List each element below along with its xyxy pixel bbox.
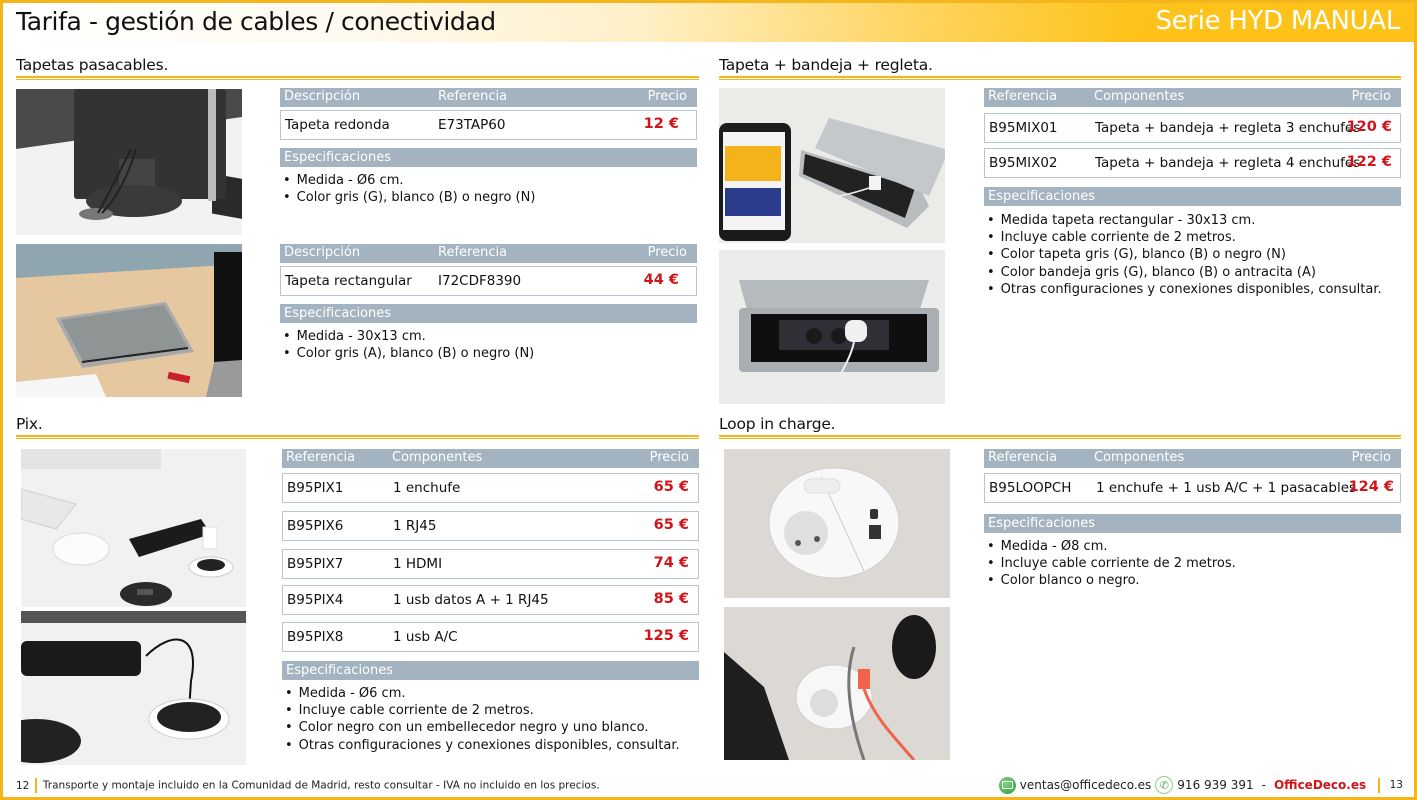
cell-price: 12 €: [643, 116, 679, 132]
cell-reference: B95LOOPCH: [989, 480, 1072, 496]
cell-description: Tapeta redonda: [285, 117, 390, 133]
cell-price: 120 €: [1346, 119, 1392, 135]
col-header-reference: Referencia: [438, 89, 508, 104]
col-header-price: Precio: [647, 89, 687, 104]
section-title-mix: Tapeta + bandeja + regleta.: [719, 56, 933, 74]
product-photo-mix-tablet: [719, 88, 945, 243]
footer-separator: [1378, 778, 1380, 793]
spec-list: [283, 172, 535, 206]
spec-header: Especificaciones: [280, 148, 697, 167]
col-header-reference: Referencia: [988, 450, 1058, 465]
contact-phone[interactable]: 916 939 391: [1177, 778, 1254, 792]
footer-dash: -: [1261, 778, 1266, 792]
spec-item: • Otras configuraciones y conexiones disponibles, consultar.: [285, 737, 680, 754]
footer-left: [16, 778, 600, 793]
table-row: [282, 622, 699, 652]
cell-reference: I72CDF8390: [438, 273, 522, 289]
cell-components: Tapeta + bandeja + regleta 3 enchufes: [1095, 120, 1361, 136]
spec-item: • Incluye cable corriente de 2 metros.: [987, 229, 1382, 246]
spec-item: • Incluye cable corriente de 2 metros.: [285, 702, 680, 719]
cell-price: 124 €: [1348, 479, 1394, 495]
col-header-description: Descripción: [284, 245, 361, 260]
title-bar: [3, 3, 1414, 42]
spec-item: • Color negro con un embellecedor negro y uno blanco.: [285, 719, 680, 736]
section-divider: [16, 76, 699, 80]
footer-note: Transporte y montaje incluido en la Comunidad de Madrid, resto consultar - IVA no incluido en los precios.: [42, 779, 600, 792]
section-divider: [16, 435, 699, 439]
cell-reference: B95PIX4: [287, 592, 344, 608]
spec-item: • Otras configuraciones y conexiones disponibles, consultar.: [987, 281, 1382, 298]
section-title-tapetas: Tapetas pasacables.: [16, 56, 169, 74]
spec-list: [285, 685, 680, 754]
product-photo-mix-open: [719, 250, 945, 404]
col-header-price: Precio: [1351, 450, 1391, 465]
spec-list: [987, 212, 1382, 298]
table-row: [282, 549, 699, 579]
section-divider: [719, 76, 1401, 80]
cell-reference: E73TAP60: [438, 117, 506, 133]
page-number-left: 12: [16, 779, 30, 792]
spec-item: • Medida - Ø6 cm.: [283, 172, 535, 189]
section-title-pix: Pix.: [16, 415, 43, 433]
col-header-components: Componentes: [1094, 450, 1185, 465]
table-header: [280, 244, 697, 263]
table-row: [280, 110, 697, 140]
cell-components: 1 usb A/C: [393, 629, 458, 645]
col-header-components: Componentes: [1094, 89, 1185, 104]
spec-header: Especificaciones: [280, 304, 697, 323]
col-header-price: Precio: [647, 245, 687, 260]
cell-reference: B95PIX6: [287, 518, 344, 534]
spec-item: • Color gris (G), blanco (B) o negro (N): [283, 189, 535, 206]
email-icon: [999, 777, 1016, 794]
cell-components: Tapeta + bandeja + regleta 4 enchufes: [1095, 155, 1361, 171]
table-header: [984, 449, 1401, 468]
cell-components: 1 enchufe: [393, 480, 461, 496]
col-header-price: Precio: [649, 450, 689, 465]
page-title: Tarifa - gestión de cables / conectividad: [16, 7, 496, 36]
brand-link[interactable]: OfficeDeco.es: [1273, 778, 1367, 792]
product-photo-tapeta-rectangular: [16, 244, 242, 397]
cell-price: 44 €: [643, 272, 679, 288]
product-photo-pix-phone: [21, 611, 246, 765]
spec-header: Especificaciones: [984, 514, 1401, 533]
table-row: [984, 473, 1401, 503]
col-header-reference: Referencia: [438, 245, 508, 260]
cell-reference: B95PIX1: [287, 480, 344, 496]
cell-description: Tapeta rectangular: [285, 273, 412, 289]
table-header: [280, 88, 697, 107]
contact-email[interactable]: ventas@officedeco.es: [1019, 778, 1152, 792]
cell-components: 1 enchufe + 1 usb A/C + 1 pasacables: [1096, 480, 1357, 496]
spec-item: • Medida tapeta rectangular - 30x13 cm.: [987, 212, 1382, 229]
table-row: [984, 113, 1401, 143]
cell-price: 85 €: [653, 591, 689, 607]
footer-contact: [999, 776, 1403, 794]
table-row: [282, 585, 699, 615]
cell-components: 1 usb datos A + 1 RJ45: [393, 592, 549, 608]
spec-list: [283, 328, 534, 362]
spec-item: • Medida - Ø8 cm.: [987, 538, 1236, 555]
cell-components: 1 HDMI: [393, 556, 443, 572]
cell-reference: B95MIX02: [989, 155, 1058, 171]
spec-header: Especificaciones: [984, 187, 1401, 206]
phone-icon: ✆: [1155, 776, 1173, 794]
cell-price: 65 €: [653, 479, 689, 495]
cell-reference: B95PIX7: [287, 556, 344, 572]
spec-item: • Color blanco o negro.: [987, 572, 1236, 589]
table-row: [282, 511, 699, 541]
cell-components: 1 RJ45: [393, 518, 437, 534]
table-row: [984, 148, 1401, 178]
product-photo-tapeta-redonda: [16, 89, 242, 235]
cell-price: 122 €: [1346, 154, 1392, 170]
spec-item: • Color gris (A), blanco (B) o negro (N): [283, 345, 534, 362]
spec-item: • Incluye cable corriente de 2 metros.: [987, 555, 1236, 572]
col-header-components: Componentes: [392, 450, 483, 465]
series-title: Serie HYD MANUAL: [1155, 6, 1400, 36]
spec-item: • Color tapeta gris (G), blanco (B) o negro (N): [987, 246, 1382, 263]
section-title-loop: Loop in charge.: [719, 415, 836, 433]
product-photo-loop-top: [724, 449, 950, 598]
spec-item: • Medida - 30x13 cm.: [283, 328, 534, 345]
spec-item: • Medida - Ø6 cm.: [285, 685, 680, 702]
spec-header: Especificaciones: [282, 661, 699, 680]
col-header-reference: Referencia: [988, 89, 1058, 104]
col-header-description: Descripción: [284, 89, 361, 104]
page-number-right: 13: [1389, 779, 1403, 791]
table-row: [280, 266, 697, 296]
section-divider: [719, 435, 1401, 439]
product-photo-loop-usage: [724, 607, 950, 760]
footer-separator: [35, 778, 37, 793]
spec-item: • Color bandeja gris (G), blanco (B) o antracita (A): [987, 264, 1382, 281]
col-header-reference: Referencia: [286, 450, 356, 465]
cell-reference: B95MIX01: [989, 120, 1058, 136]
table-header: [282, 449, 699, 468]
cell-price: 74 €: [653, 555, 689, 571]
col-header-price: Precio: [1351, 89, 1391, 104]
cell-price: 65 €: [653, 517, 689, 533]
product-photo-pix-desk: [21, 449, 246, 607]
table-row: [282, 473, 699, 503]
spec-list: [987, 538, 1236, 590]
table-header: [984, 88, 1401, 107]
cell-reference: B95PIX8: [287, 629, 344, 645]
cell-price: 125 €: [643, 628, 689, 644]
